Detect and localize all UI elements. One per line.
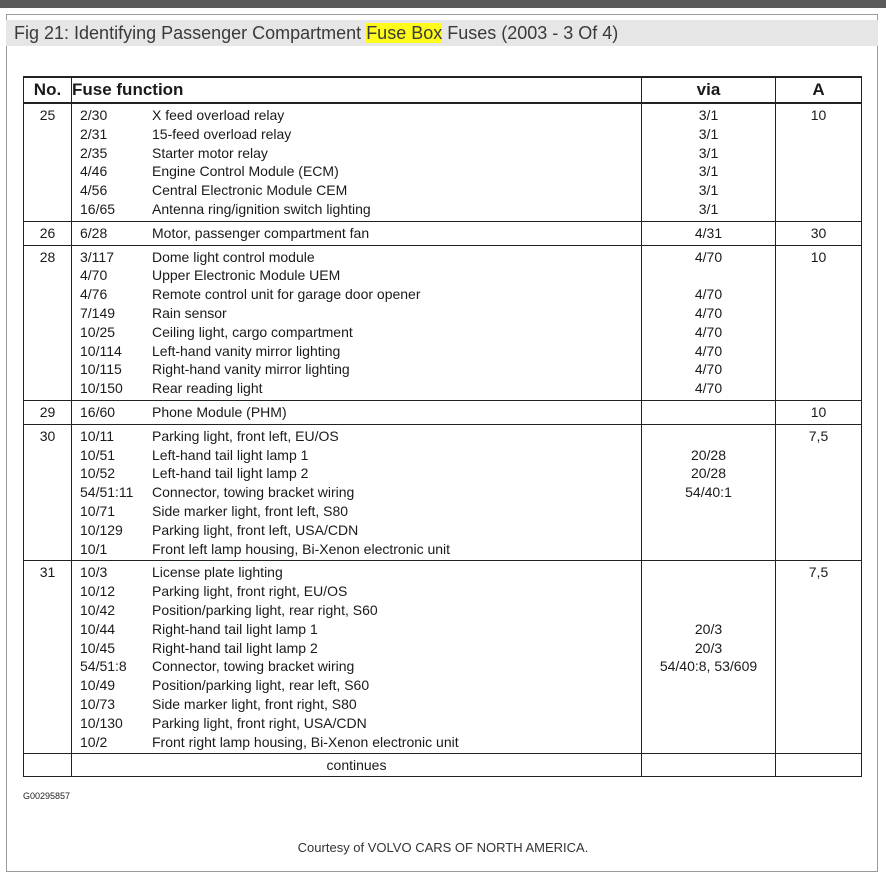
via-value: 20/3 bbox=[694, 639, 723, 656]
fuse-number-value: 25 bbox=[39, 107, 56, 123]
component-description: Left-hand tail light lamp 1 bbox=[152, 446, 309, 463]
list-item bbox=[72, 403, 641, 422]
via-value bbox=[642, 695, 775, 714]
list-item bbox=[72, 125, 641, 144]
fuse-function-cell bbox=[72, 221, 642, 245]
component-code: 10/12 bbox=[80, 583, 116, 600]
component-description: Left-hand tail light lamp 2 bbox=[152, 465, 309, 482]
header-no: No. bbox=[24, 77, 72, 103]
component-description: Right-hand vanity mirror lighting bbox=[152, 361, 350, 378]
list-item bbox=[72, 266, 641, 285]
amperage-value bbox=[776, 620, 861, 639]
component-code: 10/1 bbox=[80, 540, 108, 557]
amperage-value: 7,5 bbox=[808, 564, 829, 581]
component-description: Starter motor relay bbox=[152, 144, 268, 161]
list-item bbox=[72, 540, 641, 559]
component-code: 10/73 bbox=[80, 695, 116, 712]
component-description: Right-hand tail light lamp 2 bbox=[152, 639, 318, 656]
courtesy-credit: Courtesy of VOLVO CARS OF NORTH AMERICA. bbox=[297, 840, 589, 855]
caption-prefix: Fig 21: Identifying Passenger Compartment bbox=[14, 23, 367, 43]
component-code: 10/3 bbox=[80, 564, 108, 581]
component-description: Position/parking light, rear left, S60 bbox=[152, 677, 370, 694]
list-item bbox=[72, 695, 641, 714]
component-description: Parking light, front right, USA/CDN bbox=[152, 714, 367, 731]
via-cell bbox=[642, 561, 776, 754]
fuse-group-row bbox=[24, 245, 862, 400]
component-code: 6/28 bbox=[80, 224, 108, 241]
amperage-value bbox=[776, 733, 861, 752]
via-value: 4/70 bbox=[694, 380, 723, 397]
component-description: Front left lamp housing, Bi-Xenon electronic unit bbox=[152, 540, 451, 557]
component-description: Central Electronic Module CEM bbox=[152, 182, 348, 199]
component-code: 10/52 bbox=[80, 465, 116, 482]
via-value: 4/70 bbox=[694, 248, 723, 265]
component-code: 10/51 bbox=[80, 446, 116, 463]
via-value bbox=[642, 601, 775, 620]
component-description: Dome light control module bbox=[152, 248, 315, 265]
list-item bbox=[72, 502, 641, 521]
fuse-table bbox=[23, 76, 862, 777]
fuse-number-value: 29 bbox=[39, 403, 56, 420]
fuse-function-cell bbox=[72, 400, 642, 424]
via-cell bbox=[642, 221, 776, 245]
header-via: via bbox=[642, 77, 776, 103]
figure-id: G00295857 bbox=[23, 791, 71, 801]
component-code: 4/46 bbox=[80, 163, 108, 180]
amperage-cell bbox=[776, 561, 862, 754]
amperage-value bbox=[776, 342, 861, 361]
component-code: 54/51:11 bbox=[80, 484, 134, 501]
component-description: Parking light, front left, EU/OS bbox=[152, 427, 339, 444]
list-item bbox=[72, 106, 641, 125]
list-item bbox=[72, 144, 641, 163]
list-item bbox=[72, 342, 641, 361]
amperage-cell bbox=[776, 245, 862, 400]
fuse-number bbox=[24, 561, 72, 754]
component-description: Engine Control Module (ECM) bbox=[152, 163, 339, 180]
amperage-value: 10 bbox=[810, 107, 827, 123]
list-item bbox=[72, 601, 641, 620]
component-code: 4/56 bbox=[80, 182, 108, 199]
figure-caption bbox=[6, 20, 878, 46]
via-value: 20/28 bbox=[690, 446, 727, 463]
via-cell bbox=[642, 103, 776, 221]
list-item bbox=[72, 446, 641, 465]
list-item bbox=[72, 304, 641, 323]
via-cell bbox=[642, 424, 776, 561]
fuse-number bbox=[24, 103, 72, 221]
amperage-value bbox=[776, 521, 861, 540]
fuse-group-row bbox=[24, 221, 862, 245]
via-value bbox=[642, 403, 775, 422]
list-item bbox=[72, 563, 641, 582]
component-code: 10/11 bbox=[80, 427, 114, 444]
amperage-value bbox=[776, 360, 861, 379]
fuse-number bbox=[24, 424, 72, 561]
table-header-row bbox=[24, 77, 862, 103]
fuse-number-value: 28 bbox=[39, 248, 56, 265]
amperage-value bbox=[776, 323, 861, 342]
component-code: 2/35 bbox=[80, 144, 108, 161]
via-value: 4/70 bbox=[694, 286, 723, 303]
amperage-value bbox=[776, 695, 861, 714]
list-item bbox=[72, 733, 641, 752]
list-item bbox=[72, 620, 641, 639]
component-code: 16/65 bbox=[80, 200, 116, 217]
amperage-value: 30 bbox=[810, 224, 827, 241]
component-description: X feed overload relay bbox=[152, 107, 285, 123]
via-value: 20/28 bbox=[690, 465, 727, 482]
fuse-number-value: 30 bbox=[39, 427, 56, 444]
component-description: 15-feed overload relay bbox=[152, 125, 292, 142]
continues-label: continues bbox=[72, 754, 642, 777]
empty-cell bbox=[642, 754, 776, 777]
list-item bbox=[72, 464, 641, 483]
fuse-group-row bbox=[24, 400, 862, 424]
amperage-cell bbox=[776, 424, 862, 561]
component-code: 10/150 bbox=[80, 380, 123, 397]
list-item bbox=[72, 379, 641, 398]
list-item bbox=[72, 248, 641, 267]
list-item bbox=[72, 224, 641, 243]
amperage-value bbox=[776, 446, 861, 465]
caption-suffix: Fuses (2003 - 3 Of 4) bbox=[442, 23, 619, 43]
list-item bbox=[72, 181, 641, 200]
amperage-value bbox=[776, 502, 861, 521]
list-item bbox=[72, 162, 641, 181]
table-body bbox=[24, 103, 862, 777]
component-description: Rear reading light bbox=[152, 380, 263, 397]
component-code: 2/30 bbox=[80, 107, 108, 123]
via-value bbox=[642, 266, 775, 285]
amperage-value bbox=[776, 200, 861, 219]
empty-cell bbox=[776, 754, 862, 777]
caption-highlight: Fuse Box bbox=[366, 23, 443, 43]
header-fuse-function: Fuse function bbox=[72, 77, 642, 103]
fuse-function-cell bbox=[72, 103, 642, 221]
component-description: Connector, towing bracket wiring bbox=[152, 484, 355, 501]
amperage-value: 7,5 bbox=[808, 427, 829, 444]
amperage-value bbox=[776, 657, 861, 676]
amperage-cell bbox=[776, 221, 862, 245]
component-code: 2/31 bbox=[80, 125, 108, 142]
amperage-cell bbox=[776, 103, 862, 221]
list-item bbox=[72, 427, 641, 446]
component-description: Rain sensor bbox=[152, 304, 227, 321]
component-code: 10/44 bbox=[80, 620, 116, 637]
fuse-function-cell bbox=[72, 245, 642, 400]
amperage-value bbox=[776, 582, 861, 601]
component-code: 10/2 bbox=[80, 733, 108, 750]
component-code: 10/114 bbox=[80, 342, 122, 359]
fuse-number-value: 26 bbox=[39, 224, 56, 241]
header-amperage: A bbox=[776, 77, 862, 103]
component-description: Side marker light, front right, S80 bbox=[152, 695, 357, 712]
via-value: 3/1 bbox=[698, 163, 719, 180]
via-value: 4/70 bbox=[694, 304, 723, 321]
via-value: 3/1 bbox=[698, 200, 719, 217]
amperage-value bbox=[776, 266, 861, 285]
via-value: 3/1 bbox=[698, 107, 719, 123]
via-cell bbox=[642, 400, 776, 424]
list-item bbox=[72, 200, 641, 219]
component-description: Antenna ring/ignition switch lighting bbox=[152, 200, 371, 217]
list-item bbox=[72, 360, 641, 379]
fuse-number bbox=[24, 221, 72, 245]
component-code: 7/149 bbox=[80, 304, 116, 321]
component-code: 4/76 bbox=[80, 286, 108, 303]
component-code: 10/45 bbox=[80, 639, 116, 656]
component-code: 10/25 bbox=[80, 323, 116, 340]
via-value: 4/70 bbox=[694, 342, 723, 359]
component-description: Front right lamp housing, Bi-Xenon electronic unit bbox=[152, 733, 459, 750]
amperage-value bbox=[776, 125, 861, 144]
list-item bbox=[72, 582, 641, 601]
via-value: 3/1 bbox=[698, 125, 719, 142]
empty-cell bbox=[24, 754, 72, 777]
amperage-value bbox=[776, 676, 861, 695]
fuse-number bbox=[24, 245, 72, 400]
component-description: Ceiling light, cargo compartment bbox=[152, 323, 353, 340]
component-description: Remote control unit for garage door opener bbox=[152, 286, 421, 303]
amperage-value: 10 bbox=[810, 248, 827, 265]
list-item bbox=[72, 521, 641, 540]
amperage-value bbox=[776, 639, 861, 658]
component-description: Phone Module (PHM) bbox=[152, 403, 287, 420]
continues-row bbox=[24, 754, 862, 777]
component-code: 10/71 bbox=[80, 502, 116, 519]
component-code: 10/115 bbox=[80, 361, 122, 378]
via-value: 20/3 bbox=[694, 620, 723, 637]
fuse-number-value: 31 bbox=[39, 564, 56, 581]
list-item bbox=[72, 285, 641, 304]
fuse-function-cell bbox=[72, 424, 642, 561]
fuse-group-row bbox=[24, 561, 862, 754]
component-description: Left-hand vanity mirror lighting bbox=[152, 342, 341, 359]
via-value bbox=[642, 582, 775, 601]
via-value bbox=[642, 521, 775, 540]
fuse-function-cell bbox=[72, 561, 642, 754]
via-value: 54/40:1 bbox=[685, 484, 732, 501]
component-description: Right-hand tail light lamp 1 bbox=[152, 620, 318, 637]
via-value bbox=[642, 540, 775, 559]
via-value: 4/70 bbox=[694, 323, 723, 340]
via-value: 3/1 bbox=[698, 182, 719, 199]
via-value: 4/70 bbox=[694, 361, 723, 378]
component-code: 10/129 bbox=[80, 521, 123, 538]
amperage-value bbox=[776, 181, 861, 200]
list-item bbox=[72, 483, 641, 502]
amperage-value bbox=[776, 540, 861, 559]
component-description: Upper Electronic Module UEM bbox=[152, 267, 341, 284]
component-code: 10/42 bbox=[80, 601, 116, 618]
amperage-value bbox=[776, 601, 861, 620]
list-item bbox=[72, 639, 641, 658]
amperage-value bbox=[776, 714, 861, 733]
amperage-value bbox=[776, 162, 861, 181]
component-description: Position/parking light, rear right, S60 bbox=[152, 601, 378, 618]
via-value bbox=[642, 733, 775, 752]
component-code: 4/70 bbox=[80, 267, 108, 284]
fuse-group-row bbox=[24, 103, 862, 221]
amperage-cell bbox=[776, 400, 862, 424]
component-code: 10/49 bbox=[80, 677, 116, 694]
list-item bbox=[72, 676, 641, 695]
via-value: 54/40:8, 53/609 bbox=[659, 658, 758, 675]
component-description: License plate lighting bbox=[152, 564, 283, 581]
amperage-value bbox=[776, 483, 861, 502]
component-code: 3/117 bbox=[80, 248, 114, 265]
component-code: 10/130 bbox=[80, 714, 123, 731]
component-description: Connector, towing bracket wiring bbox=[152, 658, 355, 675]
fuse-group-row bbox=[24, 424, 862, 561]
via-value bbox=[642, 502, 775, 521]
amperage-value bbox=[776, 144, 861, 163]
amperage-value bbox=[776, 285, 861, 304]
component-description: Motor, passenger compartment fan bbox=[152, 224, 370, 241]
amperage-value bbox=[776, 304, 861, 323]
via-cell bbox=[642, 245, 776, 400]
list-item bbox=[72, 714, 641, 733]
list-item bbox=[72, 657, 641, 676]
component-code: 54/51:8 bbox=[80, 658, 127, 675]
amperage-value bbox=[776, 464, 861, 483]
amperage-value bbox=[776, 379, 861, 398]
via-value bbox=[642, 563, 775, 582]
component-code: 16/60 bbox=[80, 403, 116, 420]
via-value: 4/31 bbox=[694, 224, 723, 241]
via-value bbox=[642, 676, 775, 695]
component-description: Parking light, front left, USA/CDN bbox=[152, 521, 359, 538]
top-bar bbox=[0, 0, 886, 8]
via-value bbox=[642, 714, 775, 733]
component-description: Side marker light, front left, S80 bbox=[152, 502, 349, 519]
component-description: Parking light, front right, EU/OS bbox=[152, 583, 348, 600]
via-value: 3/1 bbox=[698, 144, 719, 161]
via-value bbox=[642, 427, 775, 446]
list-item bbox=[72, 323, 641, 342]
fuse-number bbox=[24, 400, 72, 424]
amperage-value: 10 bbox=[810, 403, 827, 420]
